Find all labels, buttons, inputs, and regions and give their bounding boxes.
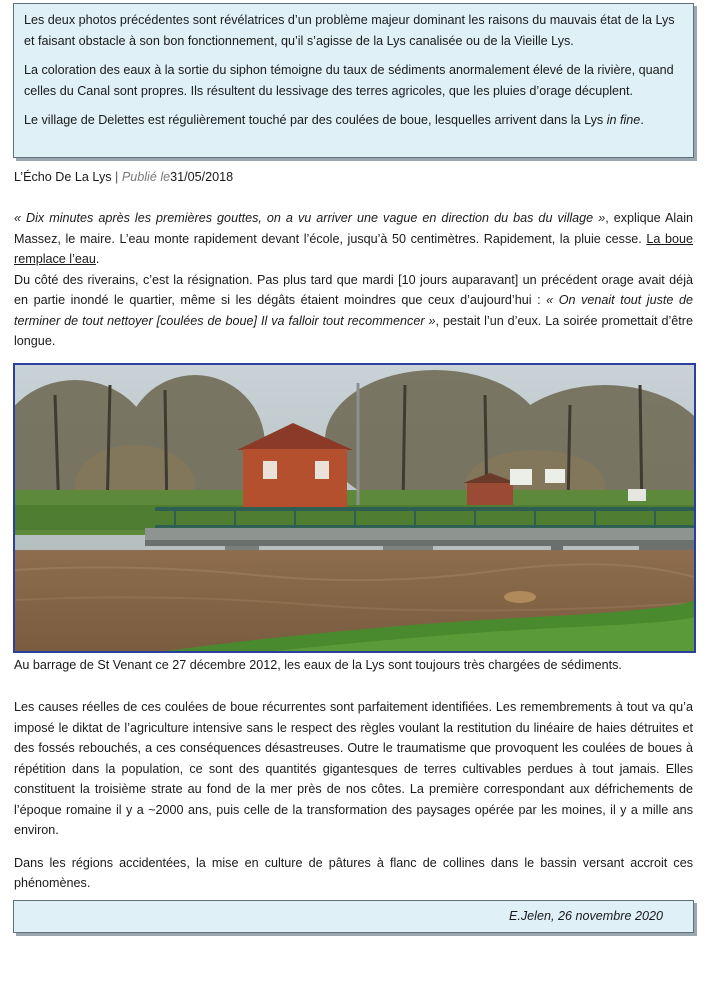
body-text <box>14 697 693 906</box>
published-label: Publié le <box>121 170 171 184</box>
body-paragraph-1: Les causes réelles de ces coulées de boue récurrentes sont parfaitement identifiées. Les remembrements à tout va qu’a imposé le diktat de l’agriculture intensive sans le respect des règles voulant la restitution du linéaire de haies détruites et des fossés rebouchés, a ces conséquences désastreuses. Outre le traumatisme que provoquent les coulées de boues à répétition dans la population, ce sont des quantités gigantesques de terres cultivables perdues à tout jamais. Elles constituent la troisième strate au fond de la mer près de nos côtes. La première correspondant aux défrichements de l’époque romaine il y a ~2000 ans, puis celle de la transformation des paysages opérée par les moines, il y a mille ans environ. <box>14 700 693 837</box>
source-name: L’Écho De La Lys <box>14 170 112 184</box>
article-p1-underlined: La boue remplace l’eau <box>14 231 693 266</box>
source-line <box>14 168 233 186</box>
flood-photo-illustration <box>15 365 694 651</box>
article-p1-text: , explique Alain Massez, le maire. L’eau monte rapidement devant l’école, jusqu’à 50 centimètres. Rapidement, la pluie cesse. <box>14 211 693 246</box>
source-separator: | <box>115 170 119 184</box>
intro-p3-text: Le village de Delettes est régulièrement touché par des coulées de boue, lesquelles arrivent dans la Lys <box>24 113 607 127</box>
article-paragraph-2 <box>14 270 693 352</box>
article-p2-text: Du côté des riverains, c’est la résignation. Pas plus tard que mardi [10 jours auparavant] un précédent orage avait déjà en partie inondé le quartier, même si les dégâts étaient moindres que ceux d’aujourd’hui : <box>14 272 693 307</box>
intro-paragraph-1: Les deux photos précédentes sont révélatrices d’un problème majeur dominant les raisons du mauvais état de la Lys et faisant obstacle à son bon fonctionnement, qu’il s’agisse de la Lys canalisée ou de la Vieille Lys. <box>24 13 675 48</box>
intro-p3-italic: in fine <box>606 113 641 127</box>
intro-p3-end: . <box>640 113 644 127</box>
intro-paragraph-2: La coloration des eaux à la sortie du siphon témoigne du taux de sédiments anormalement élevé de la rivière, quand celles du Canal sont propres. Ils résultent du lessivage des terres agricoles, que les pluies d’orage décuplent. <box>24 63 674 98</box>
published-date: 31/05/2018 <box>170 170 234 184</box>
intro-text-box <box>13 3 694 158</box>
body-paragraph-2: Dans les régions accidentées, la mise en culture de pâtures à flanc de collines dans le bassin versant accroit ces phénomènes. <box>14 855 693 890</box>
photo-caption: Au barrage de St Venant ce 27 décembre 2012, les eaux de la Lys sont toujours très chargées de sédiments. <box>14 658 622 672</box>
resident-quote: « On venait tout juste de terminer de tout nettoyer [coulées de boue] Il va falloir tout recommencer » <box>14 293 693 328</box>
mayor-quote: « Dix minutes après les premières gouttes, on a vu arriver une vague en direction du bas du village » <box>14 211 606 225</box>
article-paragraph-1 <box>14 208 693 270</box>
article-p2-end: , pestait l’un d’eux. La soirée promettait d’être longue. <box>14 313 693 348</box>
signature: E.Jelen, 26 novembre 2020 <box>508 909 663 923</box>
intro-paragraph-3 <box>24 110 683 131</box>
article-excerpt <box>14 208 693 352</box>
article-p1-end: . <box>95 252 100 266</box>
flood-photo <box>13 363 696 653</box>
signature-box <box>13 900 694 933</box>
